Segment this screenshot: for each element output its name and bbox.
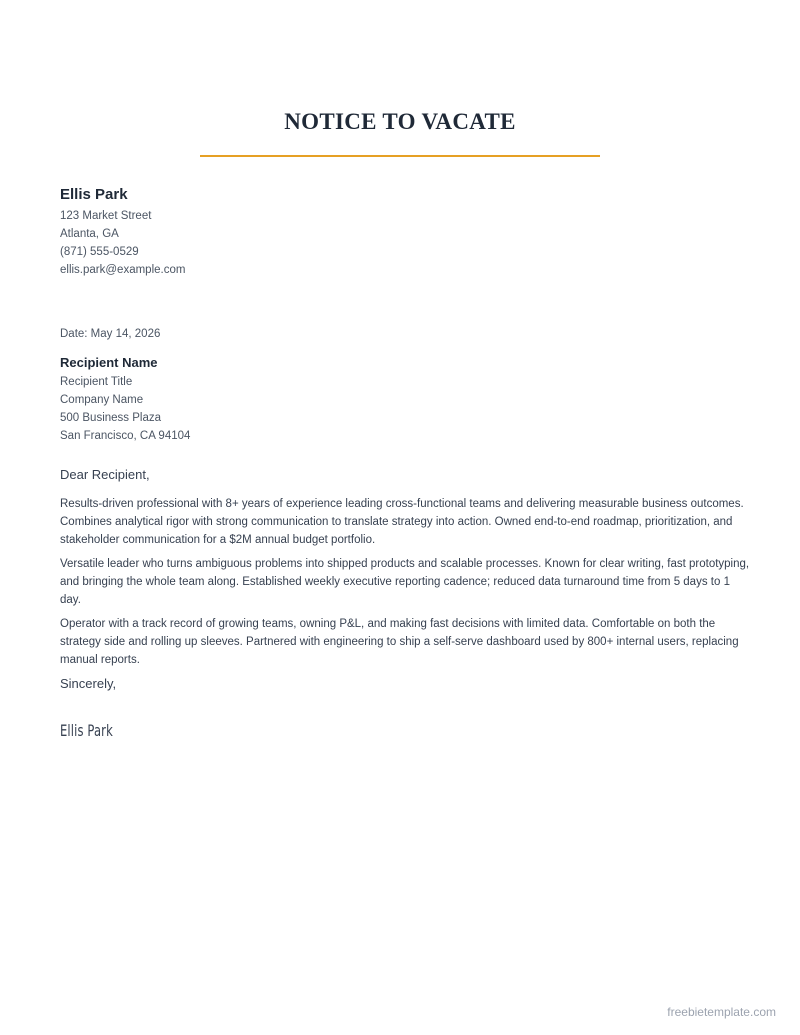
footer-watermark: freebietemplate.com — [667, 1005, 776, 1019]
title-divider — [200, 155, 600, 157]
recipient-address-line2: San Francisco, CA 94104 — [60, 430, 191, 442]
recipient-block — [60, 373, 190, 445]
letter-body — [60, 495, 750, 675]
closing: Sincerely, — [60, 676, 117, 691]
recipient-title: Recipient Title — [60, 376, 133, 388]
body-paragraph: Results-driven professional with 8+ years of experience leading cross-functional teams and delivering measurable business outcomes. Combines analytical rigor with strong communication to translate strategy into action. Owned end-to-end roadmap, prioritization, and stakeholder communication for a $2M annual budget portfolio. — [60, 498, 744, 546]
body-paragraph: Operator with a track record of growing teams, owning P&L, and making fast decisions with limited data. Comfortable on both the strategy side and rolling up sleeves. Partnered with engineering to ship a self-serve dashboard used by 800+ internal users, replacing manual reports. — [60, 618, 739, 666]
recipient-name: Recipient Name — [60, 355, 158, 370]
sender-email: ellis.park@example.com — [60, 264, 186, 276]
signature: Ellis Park — [60, 721, 113, 740]
sender-address-line1: 123 Market Street — [60, 210, 152, 222]
body-paragraph: Versatile leader who turns ambiguous problems into shipped products and scalable processes. Known for clear writing, fast prototyping, and bringing the whole team along. Established weekly executive reporting cadence; reduced data turnaround time from 5 days to 1 day. — [60, 558, 750, 606]
sender-address-line2: Atlanta, GA — [60, 228, 119, 240]
sender-phone: (871) 555-0529 — [60, 246, 139, 258]
document-title: NOTICE TO VACATE — [284, 109, 516, 134]
sender-name: Ellis Park — [60, 186, 128, 203]
recipient-company: Company Name — [60, 394, 144, 406]
sender-contact-block — [60, 207, 185, 279]
recipient-address-line1: 500 Business Plaza — [60, 412, 162, 424]
salutation: Dear Recipient, — [60, 467, 150, 482]
letter-date: Date: May 14, 2026 — [60, 328, 161, 340]
